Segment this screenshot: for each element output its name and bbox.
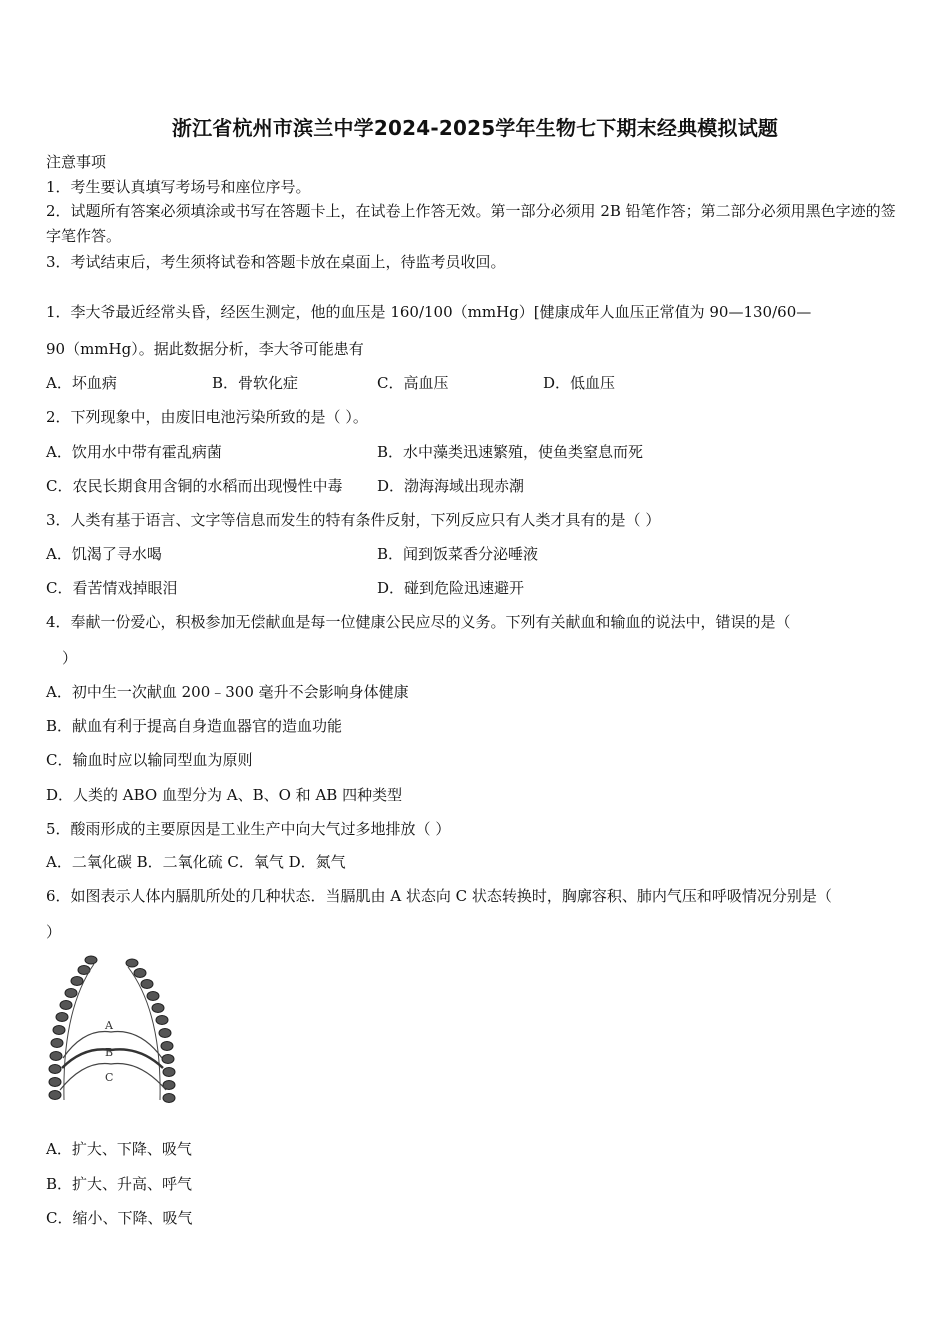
left-rib-cage bbox=[49, 956, 97, 1100]
q3-option-c: C．看苦情戏掉眼泪 bbox=[46, 579, 178, 597]
q4-option-d: D．人类的 ABO 血型分为 A、B、O 和 AB 四种类型 bbox=[46, 786, 403, 804]
q2-stem: 2．下列现象中，由废旧电池污染所致的是（ ）。 bbox=[46, 408, 368, 426]
q4-option-a: A．初中生一次献血 200﹣300 毫升不会影响身体健康 bbox=[46, 683, 409, 701]
q2-option-b: B．水中藻类迅速繁殖，使鱼类窒息而死 bbox=[377, 443, 644, 461]
notice-heading: 注意事项 bbox=[46, 153, 107, 171]
right-rib-cage bbox=[126, 959, 175, 1103]
q6-stem-line1: 6．如图表示人体内膈肌所处的几种状态．当膈肌由 A 状态向 C 状态转换时，胸廓容积、肺内气压和呼吸情况分别是（ bbox=[46, 887, 832, 905]
diagram-label-c: C bbox=[105, 1071, 114, 1084]
q6-option-a: A．扩大、下降、吸气 bbox=[46, 1140, 192, 1158]
q6-option-c: C．缩小、下降、吸气 bbox=[46, 1209, 193, 1227]
q5-options: A．二氧化碳 B．二氧化硫 C．氧气 D．氮气 bbox=[46, 853, 346, 871]
diaphragm-diagram bbox=[44, 950, 184, 1110]
q4-option-b: B．献血有利于提高自身造血器官的造血功能 bbox=[46, 717, 343, 735]
q5-stem: 5．酸雨形成的主要原因是工业生产中向大气过多地排放（ ） bbox=[46, 820, 451, 838]
q2-option-d: D．渤海海域出现赤潮 bbox=[377, 477, 525, 495]
q1-option-b: B．骨软化症 bbox=[212, 374, 299, 392]
q3-option-d: D．碰到危险迅速避开 bbox=[377, 579, 525, 597]
q4-stem-line2: ） bbox=[62, 649, 78, 667]
q6-stem-line2: ） bbox=[46, 923, 62, 941]
q6-option-b: B．扩大、升高、呼气 bbox=[46, 1175, 193, 1193]
notice-item-3: 3．考试结束后，考生须将试卷和答题卡放在桌面上，待监考员收回。 bbox=[46, 253, 506, 271]
notice-item-1: 1．考生要认真填写考场号和座位序号。 bbox=[46, 178, 311, 196]
notice-item-2: 2．试题所有答案必须填涂或书写在答题卡上，在试卷上作答无效。第一部分必须用 2B 铅笔作答；第二部分必须用黑色字迹的签字笔作答。 bbox=[46, 202, 896, 245]
q3-stem: 3．人类有基于语言、文字等信息而发生的特有条件反射，下列反应只有人类才具有的是（ ） bbox=[46, 511, 661, 529]
q1-stem-line2: 90（mmHg）。据此数据分析，李大爷可能患有 bbox=[46, 340, 364, 358]
page-title: 浙江省杭州市滨兰中学2024-2025学年生物七下期末经典模拟试题 bbox=[171, 116, 779, 140]
q4-option-c: C．输血时应以输同型血为原则 bbox=[46, 751, 253, 769]
q1-option-d: D．低血压 bbox=[543, 374, 616, 392]
q4-stem-line1: 4．奉献一份爱心，积极参加无偿献血是每一位健康公民应尽的义务。下列有关献血和输血的说法中，错误的是（ bbox=[46, 613, 791, 631]
q2-option-c: C．农民长期食用含铜的水稻而出现慢性中毒 bbox=[46, 477, 343, 495]
q2-option-a: A．饮用水中带有霍乱病菌 bbox=[46, 443, 222, 461]
q3-option-a: A．饥渴了寻水喝 bbox=[46, 545, 162, 563]
diagram-label-b: B bbox=[105, 1046, 114, 1059]
q3-option-b: B．闻到饭菜香分泌唾液 bbox=[377, 545, 539, 563]
q1-stem-line1: 1．李大爷最近经常头昏，经医生测定，他的血压是 160/100（mmHg）[健康成年人血压正常值为 90—130/60— bbox=[46, 303, 812, 321]
q1-option-c: C．高血压 bbox=[377, 374, 449, 392]
q1-option-a: A．坏血病 bbox=[46, 374, 117, 392]
diagram-label-a: A bbox=[105, 1019, 113, 1032]
